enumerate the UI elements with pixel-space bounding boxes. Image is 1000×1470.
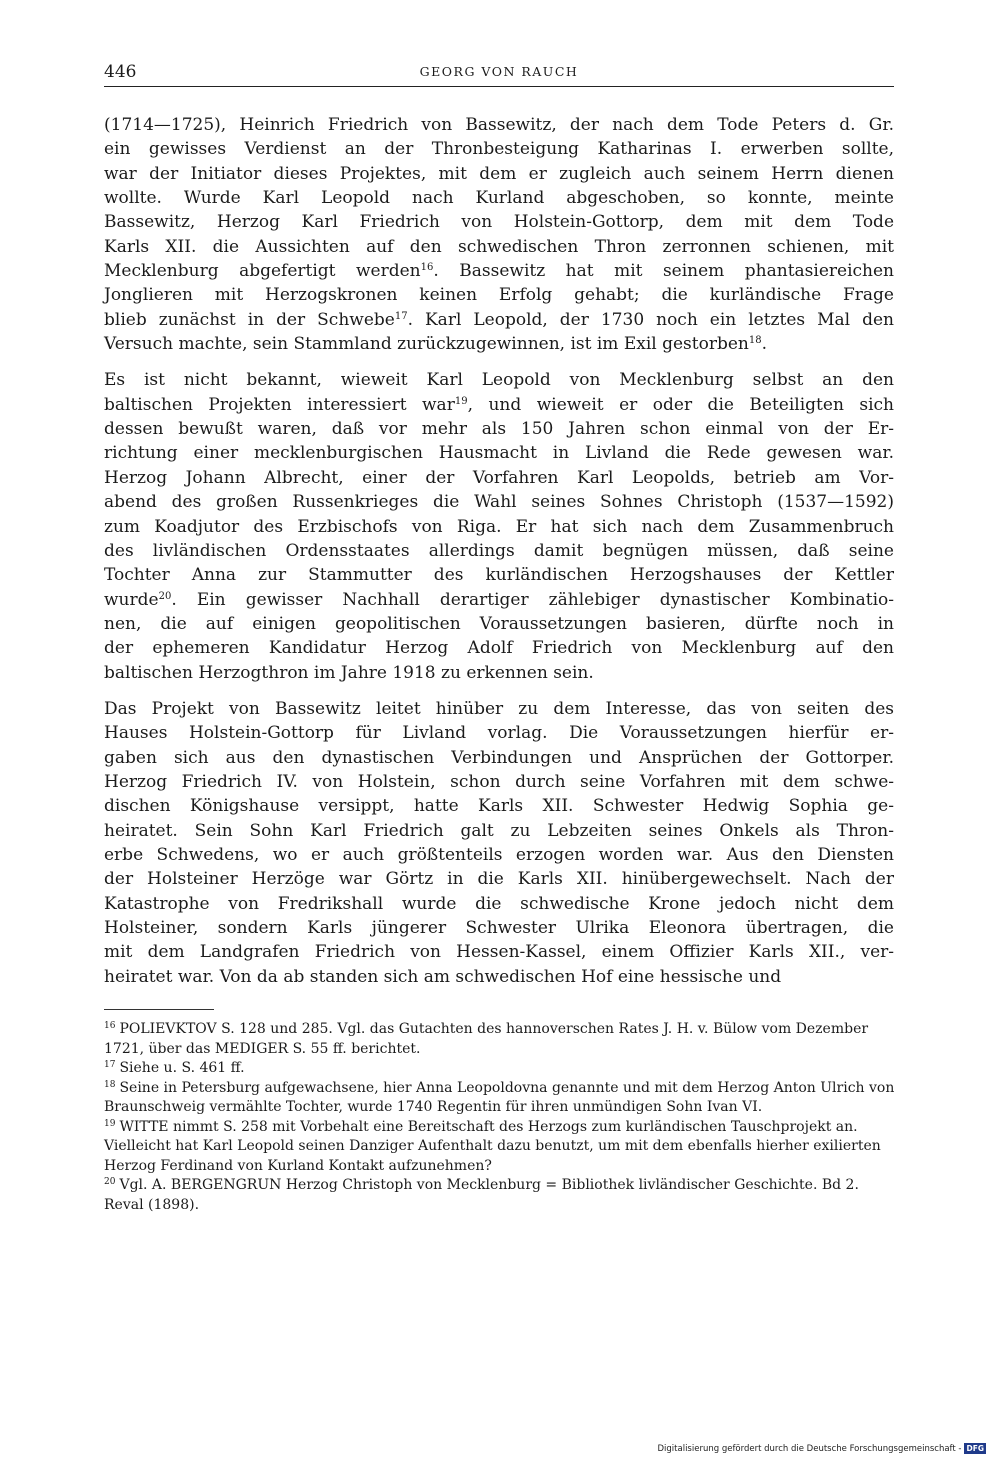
footnote-number: 17 — [104, 1060, 116, 1070]
footnote-number: 20 — [104, 1177, 116, 1187]
footnote-ref: 17 — [394, 310, 408, 322]
footnote — [104, 1059, 902, 1079]
text-line: richtung einer mecklenburgischen Hausmacht in Livland die Rede gewesen war. — [104, 443, 894, 464]
dfg-logo: DFG — [966, 1444, 984, 1453]
text-line: wurde$^{20}$. Ein gewisser Nachhall derartiger zählebiger dynastischer Kombinatio- — [104, 589, 894, 610]
paragraph — [104, 113, 894, 356]
text-line: Holsteiner, sondern Karls jüngerer Schwester Ulrika Eleonora übertragen, die — [104, 918, 894, 938]
footnote-text: Seine in Petersburg aufgewachsene, hier Anna Leopoldovna genannte und mit dem Herzog Anton Ulrich von Braunschweig vermählte Tochter, wurde 1740 Regentin für ihren unmündigen Sohn Ivan VI. — [104, 1079, 895, 1115]
text-line: baltischen Herzogthron im Jahre 1918 zu erkennen sein. — [104, 662, 594, 683]
text-line: Bassewitz, Herzog Karl Friedrich von Holstein-Gottorp, dem mit dem Tode — [104, 212, 894, 233]
footnote-text: POLIEVKTOV S. 128 und 285. Vgl. das Gutachten des hannoverschen Rates J. H. v. Bülow vom Dezember 1721, über das MEDIGER S. 55 ff. berichtet. — [104, 1021, 869, 1057]
footnote-text: WITTE nimmt S. 258 mit Vorbehalt eine Bereitschaft des Herzogs zum kurländischen Tauschprojekt an. Vielleicht hat Karl Leopold seinen Danziger Aufenthalt dazu benutzt, um mit dem ebenfalls hierher exilierten Herzog Ferdinand von Kurland Kontakt aufzunehmen? — [104, 1118, 881, 1174]
text-line: des livländischen Ordensstaates allerdings damit begnügen müssen, daß seine — [104, 540, 894, 561]
footnote-number: 18 — [104, 1079, 116, 1090]
paragraph — [104, 368, 894, 684]
text-line: Herzog Friedrich IV. von Holstein, schon durch seine Vorfahren mit dem schwe- — [104, 771, 894, 792]
footnotes — [104, 1020, 902, 1215]
text-line: Herzog Johann Albrecht, einer der Vorfahren Karl Leopolds, betrieb am Vor- — [104, 467, 894, 488]
text-line: dischen Königshause versippt, hatte Karls XII. Schwester Hedwig Sophia ge- — [104, 796, 894, 817]
page-header — [104, 60, 894, 87]
digitization-credit — [658, 1443, 987, 1454]
text-line: abend des großen Russenkrieges die Wahl seines Sohnes Christoph (1537—1592) — [104, 492, 894, 513]
text-line: heiratet. Sein Sohn Karl Friedrich galt zu Lebzeiten seines Onkels als Thron- — [104, 820, 894, 841]
footnote-ref: 18 — [748, 335, 762, 347]
text-line: heiratet war. Von da ab standen sich am schwedischen Hof eine hessische und — [104, 966, 782, 987]
text-line: erbe Schwedens, wo er auch größtenteils erzogen worden war. Aus den Diensten — [104, 844, 894, 865]
footnote — [104, 1118, 902, 1177]
text-line: dessen bewußt waren, daß vor mehr als 150 Jahren schon einmal von der Er- — [104, 419, 894, 440]
footnote-number: 16 — [104, 1021, 116, 1031]
text-line: Tochter Anna zur Stammutter des kurländischen Herzogshauses der Kettler — [104, 565, 894, 586]
text-line: der ephemeren Kandidatur Herzog Adolf Friedrich von Mecklenburg auf den — [104, 638, 894, 659]
text-line: Versuch machte, sein Stammland zurückzugewinnen, ist im Exil gestorben$^{18}$. — [104, 334, 767, 355]
text-line: Jonglieren mit Herzogskronen keinen Erfolg gehabt; die kurländische Frage — [104, 285, 894, 306]
page-number: 446 — [104, 62, 137, 82]
paragraph — [104, 697, 894, 989]
text-line: Hauses Holstein-Gottorp für Livland vorlag. Die Voraussetzungen hierfür er- — [104, 723, 894, 744]
text-line: Das Projekt von Bassewitz leitet hinüber zu dem Interesse, das von seiten des — [104, 698, 894, 719]
main-text — [104, 113, 894, 1001]
footnote — [104, 1020, 902, 1059]
text-line: mit dem Landgrafen Friedrich von Hessen-Kassel, einem Offizier Karls XII., ver- — [104, 942, 894, 963]
footnote-number: 19 — [104, 1118, 116, 1129]
text-line: Es ist nicht bekannt, wieweit Karl Leopold von Mecklenburg selbst an den — [104, 370, 894, 391]
text-line: (1714—1725), Heinrich Friedrich von Bassewitz, der nach dem Tode Peters d. Gr. — [104, 115, 894, 135]
footnote — [104, 1176, 902, 1215]
text-line: zum Koadjutor des Erzbischofs von Riga. Er hat sich nach dem Zusammenbruch — [104, 516, 894, 537]
footnote-ref: 16 — [420, 262, 434, 274]
footnote-ref: 19 — [454, 395, 468, 407]
text-line: gaben sich aus den dynastischen Verbindungen und Ansprüchen der Gottorper. — [104, 747, 894, 768]
text-line: Katastrophe von Fredrikshall wurde die schwedische Krone jedoch nicht dem — [104, 893, 894, 914]
text-line: Karls XII. die Aussichten auf den schwedischen Thron zerronnen schienen, mit — [104, 236, 894, 257]
text-line: blieb zunächst in der Schwebe$^{17}$. Karl Leopold, der 1730 noch ein letztes Mal den — [104, 309, 894, 330]
text-line: nen, die auf einigen geopolitischen Voraussetzungen basieren, dürfte noch in — [104, 613, 894, 634]
text-line: war der Initiator dieses Projektes, mit dem er zugleich auch seinem Herrn dienen — [104, 163, 894, 184]
text-line: ein gewisses Verdienst an der Thronbesteigung Katharinas I. erwerben sollte, — [104, 139, 894, 160]
text-line: der Holsteiner Herzöge war Görtz in die Karls XII. hinübergewechselt. Nach der — [104, 869, 894, 890]
footnote-text: Vgl. A. BERGENGRUN Herzog Christoph von Mecklenburg = Bibliothek livländischer Geschichte. Bd 2. Reval (1898). — [104, 1177, 859, 1213]
footnote — [104, 1079, 902, 1118]
text-line: baltischen Projekten interessiert war$^{19}$, und wieweit er oder die Beteiligten sich — [104, 394, 895, 415]
text-line: wollte. Wurde Karl Leopold nach Kurland abgeschoben, so konnte, meinte — [104, 188, 894, 209]
text-line: Mecklenburg abgefertigt werden$^{16}$. Bassewitz hat mit seinem phantasiereichen — [104, 261, 895, 282]
footnote-divider — [104, 1009, 214, 1010]
credit-text: Digitalisierung gefördert durch die Deutsche Forschungsgemeinschaft - — [657, 1443, 962, 1454]
running-head: GEORG VON RAUCH — [419, 64, 579, 79]
footnote-text: Siehe u. S. 461 ff. — [119, 1060, 245, 1076]
footnote-ref: 20 — [158, 590, 172, 602]
